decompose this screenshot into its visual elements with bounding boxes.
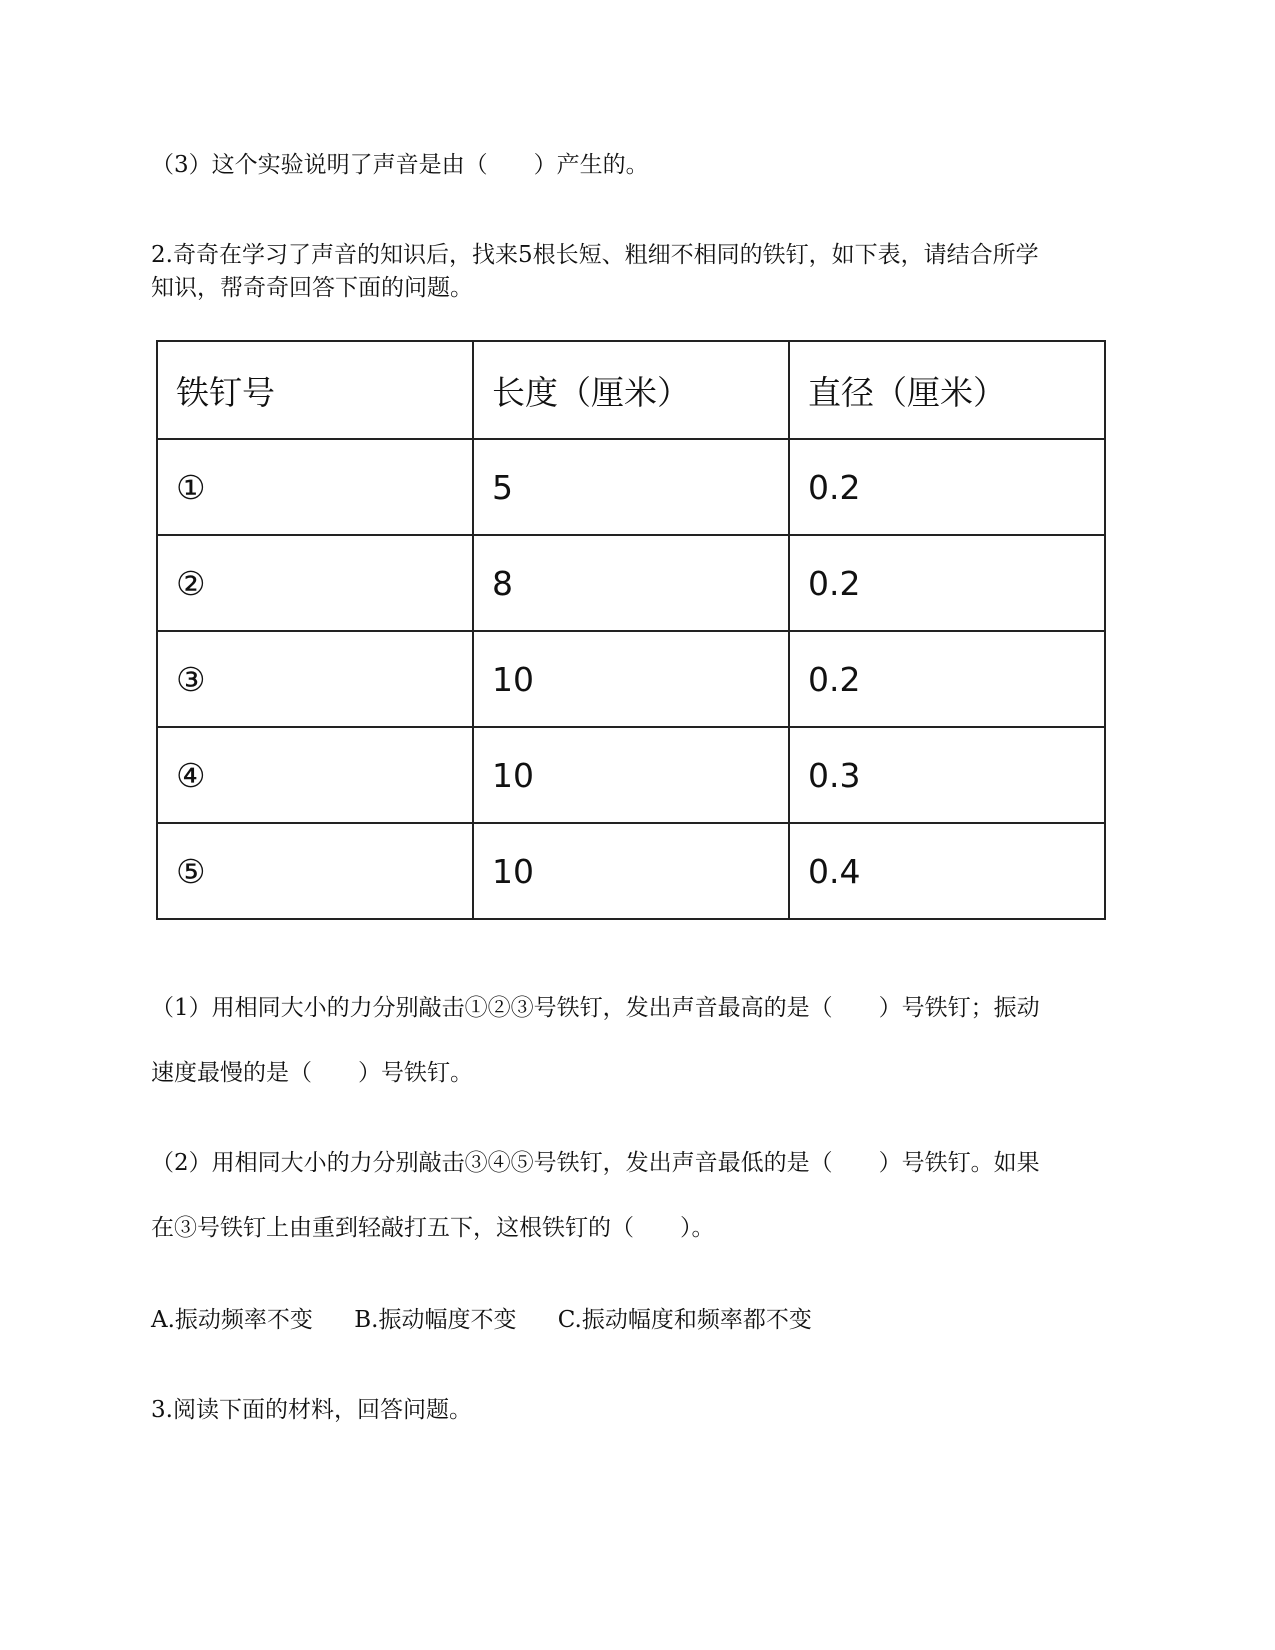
option-b: B.振动幅度不变 — [354, 1307, 517, 1333]
question-3-intro: 3.阅读下面的材料，回答问题。 — [151, 1397, 472, 1423]
cell-diameter: 0.2 — [789, 535, 1105, 631]
nail-data-table — [156, 340, 1106, 920]
cell-nail-number: ⑤ — [157, 823, 473, 919]
cell-nail-number: ② — [157, 535, 473, 631]
option-a: A.振动频率不变 — [151, 1307, 313, 1333]
question-2-intro-line-2: 知识，帮奇奇回答下面的问题。 — [151, 275, 473, 301]
cell-length: 5 — [473, 439, 789, 535]
cell-nail-number: ④ — [157, 727, 473, 823]
table-row — [157, 823, 1105, 919]
table-row — [157, 631, 1105, 727]
cell-diameter: 0.2 — [789, 439, 1105, 535]
header-diameter: 直径（厘米） — [789, 341, 1105, 439]
cell-length: 10 — [473, 823, 789, 919]
question-2-sub-1-line-2: 速度最慢的是（ ）号铁钉。 — [151, 1060, 473, 1086]
question-1-part-3: （3）这个实验说明了声音是由（ ）产生的。 — [151, 152, 649, 178]
cell-diameter: 0.3 — [789, 727, 1105, 823]
table-row — [157, 439, 1105, 535]
cell-nail-number: ① — [157, 439, 473, 535]
question-2-intro-line-1: 2.奇奇在学习了声音的知识后，找来5根长短、粗细不相同的铁钉，如下表，请结合所学 — [151, 242, 1039, 268]
cell-length: 10 — [473, 727, 789, 823]
option-c: C.振动幅度和频率都不变 — [557, 1307, 812, 1333]
cell-length: 10 — [473, 631, 789, 727]
cell-diameter: 0.2 — [789, 631, 1105, 727]
table-row — [157, 727, 1105, 823]
header-nail-number: 铁钉号 — [157, 341, 473, 439]
table-header-row — [157, 341, 1105, 439]
question-2-sub-2-line-2: 在③号铁钉上由重到轻敲打五下，这根铁钉的（ ）。 — [151, 1215, 715, 1241]
answer-options — [151, 1305, 812, 1335]
question-2-sub-1-line-1: （1）用相同大小的力分别敲击①②③号铁钉，发出声音最高的是（ ）号铁钉；振动 — [151, 995, 1040, 1021]
cell-nail-number: ③ — [157, 631, 473, 727]
question-2-sub-2-line-1: （2）用相同大小的力分别敲击③④⑤号铁钉，发出声音最低的是（ ）号铁钉。如果 — [151, 1150, 1040, 1176]
table-row — [157, 535, 1105, 631]
cell-diameter: 0.4 — [789, 823, 1105, 919]
cell-length: 8 — [473, 535, 789, 631]
header-length: 长度（厘米） — [473, 341, 789, 439]
